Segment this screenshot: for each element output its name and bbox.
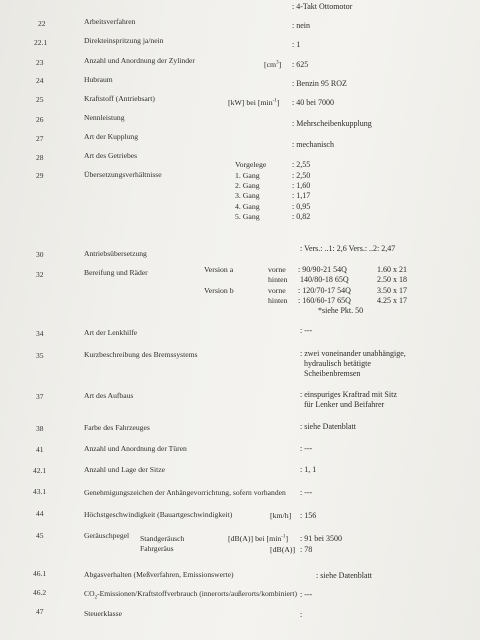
- unit-label: $[cm^3]$: [264, 60, 282, 69]
- row-value: : ---: [300, 590, 313, 599]
- row-value: :: [300, 610, 303, 619]
- row-label: Höchstgeschwindigkeit (Bauartgeschwindigkeit): [84, 510, 233, 519]
- row-value: : ---: [300, 326, 313, 335]
- row-number: 26: [36, 115, 44, 124]
- row-value: : Mehrscheibenkupplung: [292, 119, 372, 128]
- row-label: Direkteinspritzung ja/nein: [84, 36, 164, 45]
- row-number: 22: [38, 19, 46, 28]
- row-label: Art des Aufbaus: [84, 391, 134, 400]
- row-number: 24: [36, 76, 44, 85]
- row-value: : Vers.: ..1: 2,6 Vers.: ..2: 2,47: [300, 244, 396, 253]
- row-value: : einspuriges Kraftrad mit Sitz: [300, 390, 397, 399]
- tire-size: : 90/90-21 54Q: [298, 265, 347, 274]
- row-value: : zwei voneinander unabhängige,: [300, 349, 406, 358]
- row-label: Art des Getriebes: [84, 151, 138, 160]
- row-label: Kraftstoff (Antriebsart): [84, 94, 155, 103]
- row-label: Steuerklasse: [84, 609, 122, 618]
- row-value: : 4-Takt Ottomotor: [292, 2, 353, 11]
- row-number: 46.1: [33, 569, 47, 578]
- row-number: 44: [36, 509, 44, 518]
- row-label: $CO_2-Emissionen$/Kraftstoffverbrauch (innerorts/außerorts/kombiniert): [84, 589, 298, 601]
- row-value: : 156: [300, 511, 317, 520]
- row-label: Hubraum: [84, 75, 113, 84]
- row-number: 42.1: [33, 466, 47, 475]
- row-value: : 78: [300, 545, 313, 554]
- row-label: Antriebsübersetzung: [84, 249, 147, 258]
- tire-position: hinten: [268, 296, 288, 305]
- tire-position: vorne: [268, 265, 286, 274]
- row-label: Nennleistung: [84, 113, 125, 122]
- row-label: Anzahl und Lage der Sitze: [84, 465, 165, 474]
- gear-value: : 1,60: [292, 181, 311, 190]
- row-number: 30: [36, 250, 44, 259]
- row-label: Übersetzungsverhältnisse: [84, 170, 162, 179]
- row-label: Arbeitsverfahren: [84, 17, 136, 26]
- gear-name: Vorgelege: [235, 160, 267, 169]
- row-label: Geräuschpegel: [84, 531, 130, 540]
- gear-value: : 1,17: [292, 191, 311, 200]
- row-label: Art der Lenkhilfe: [84, 328, 138, 337]
- row-value: : 625: [292, 60, 309, 69]
- gear-name: 4. Gang: [235, 202, 260, 211]
- row-label: Kurzbeschreibung des Bremssystems: [84, 350, 198, 359]
- tire-size: 140/80-18 65Q: [300, 275, 349, 284]
- row-label: Farbe des Fahrzeuges: [84, 423, 150, 432]
- unit-label: [dB(A)]: [270, 545, 296, 554]
- row-number: 38: [36, 424, 44, 433]
- gear-name: 1. Gang: [235, 171, 260, 180]
- row-number: 35: [36, 351, 44, 360]
- version-b-label: Version b: [204, 286, 234, 295]
- row-label: Bereifung und Räder: [84, 268, 148, 277]
- row-value: : siehe Datenblatt: [300, 422, 356, 431]
- row-number: 41: [36, 445, 44, 454]
- row-number: 29: [36, 171, 44, 180]
- row-value: : ---: [300, 488, 313, 497]
- row-value: : 40 bei 7000: [292, 98, 334, 107]
- unit-label: [dB(A)] bei $[\min^{-1}]$: [228, 534, 289, 543]
- row-number: 34: [36, 329, 44, 338]
- row-value: : ---: [300, 444, 313, 453]
- row-value: : mechanisch: [292, 140, 334, 149]
- row-label: Art der Kupplung: [84, 132, 138, 141]
- tire-size: : 160/60-17 65Q: [298, 296, 351, 305]
- row-value-continued: Scheibenbremsen: [304, 369, 361, 378]
- row-number: 47: [36, 607, 44, 616]
- tire-position: hinten: [268, 275, 288, 284]
- row-number: 45: [36, 531, 44, 540]
- row-number: 46.2: [33, 588, 47, 597]
- row-value: : 91 bei 3500: [300, 534, 342, 543]
- sub-label: Standgeräusch: [140, 534, 185, 543]
- tire-note: *siehe Pkt. 50: [318, 306, 364, 315]
- row-number: 22.1: [34, 38, 48, 47]
- gear-value: : 2,50: [292, 171, 311, 180]
- row-value: : nein: [292, 21, 310, 30]
- row-number: 28: [36, 153, 44, 162]
- row-value: : 1, 1: [300, 465, 317, 474]
- tire-position: vorne: [268, 286, 286, 295]
- gear-value: : 2,55: [292, 160, 311, 169]
- row-number: 27: [36, 134, 44, 143]
- row-number: 43.1: [33, 487, 47, 496]
- gear-name: 2. Gang: [235, 181, 260, 190]
- rim-size: 2.50 x 18: [377, 275, 407, 284]
- row-value-continued: für Lenker und Beifahrer: [304, 400, 385, 409]
- gear-value: : 0,95: [292, 202, 311, 211]
- row-number: 37: [36, 392, 44, 401]
- row-label: Anzahl und Anordnung der Türen: [84, 444, 187, 453]
- rim-size: 4.25 x 17: [377, 296, 407, 305]
- gear-name: 3. Gang: [235, 191, 260, 200]
- rim-size: 3.50 x 17: [377, 286, 407, 295]
- row-value: : 1: [292, 40, 301, 49]
- unit-label: [kW] bei $[\min^{-1}]$: [228, 98, 280, 107]
- gear-value: : 0,82: [292, 212, 311, 221]
- version-a-label: Version a: [204, 265, 234, 274]
- row-value: : Benzin 95 ROZ: [292, 79, 347, 88]
- row-label: Genehmigungszeichen der Anhängevorrichtung, sofern vorhanden: [84, 488, 286, 497]
- row-number: 32: [36, 270, 44, 279]
- rim-size: 1.60 x 21: [377, 265, 407, 274]
- row-label: Anzahl und Anordnung der Zylinder: [84, 56, 195, 65]
- sub-label: Fahrgeräus: [140, 544, 174, 553]
- row-number: 23: [36, 58, 44, 67]
- row-number: 25: [36, 95, 44, 104]
- row-value: : siehe Datenblatt: [316, 571, 372, 580]
- row-label: Abgasverhalten (Meßverfahren, Emissionswerte): [84, 570, 234, 579]
- row-value-continued: hydraulisch betätigte: [304, 359, 371, 368]
- unit-label: [km/h]: [270, 511, 292, 520]
- gear-name: 5. Gang: [235, 212, 260, 221]
- tire-size: : 120/70-17 54Q: [298, 286, 351, 295]
